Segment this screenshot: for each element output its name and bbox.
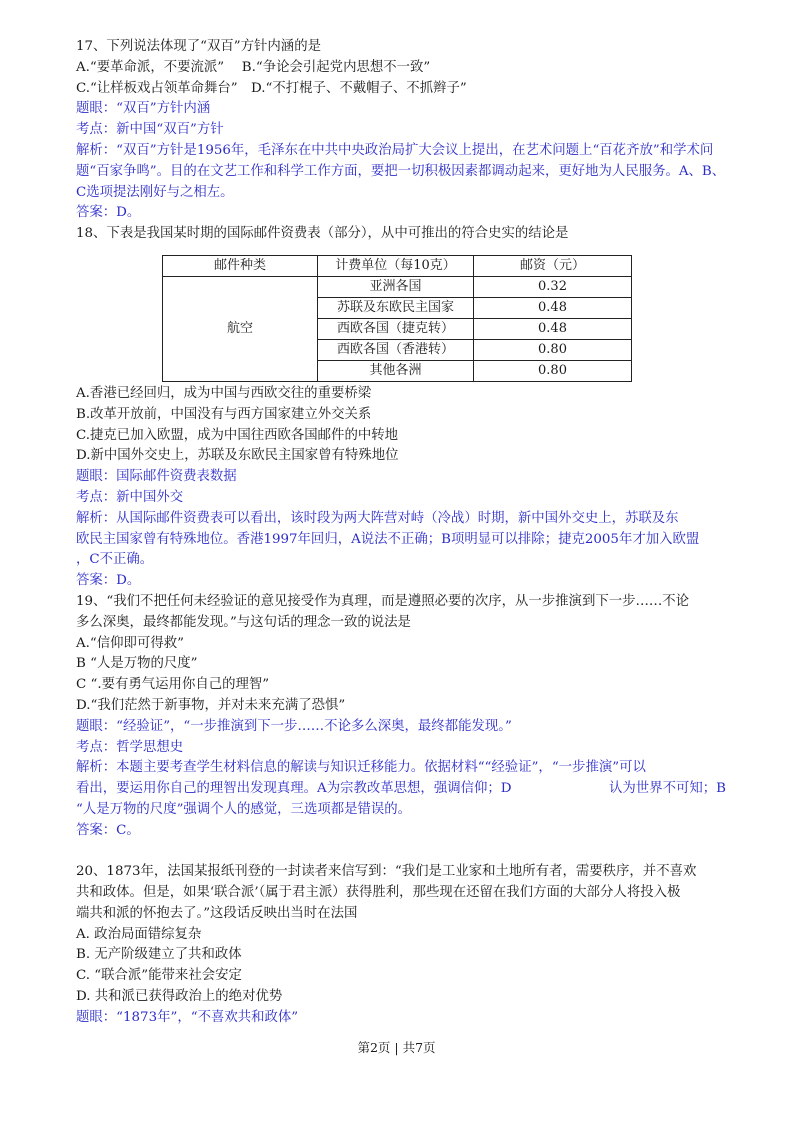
table-cell: 西欧各国（香港转）: [318, 339, 474, 360]
spacer: [76, 842, 726, 863]
q20-stem-line3: 端共和派的怀抱去了。”这段话反映出当时在法国: [76, 905, 358, 921]
table-header: 邮资（元）: [474, 255, 632, 276]
q18-option-c: C.捷克已加入欧盟，成为中国往西欧各国邮件的中转地: [76, 427, 399, 443]
q19-jiexi-line2b: 认为世界不可知；B: [609, 781, 726, 797]
q19-kaodian: 考点：哲学思想史: [76, 739, 184, 755]
q17-answer: 答案：D。: [76, 205, 141, 221]
q18-jiexi-line1: 解析：从国际邮件资费表可以看出，该时段为两大阵营对峙（冷战）时期，新中国外交史上，苏联及东: [76, 510, 679, 526]
question-20: [76, 862, 726, 1028]
q20-option-c: C. “联合派”能带来社会安定: [76, 968, 242, 984]
q19-option-c: C “.要有勇气运用你自己的理智”: [76, 677, 270, 693]
table-cell: 西欧各国（捷克转）: [318, 318, 474, 339]
q20-stem-line2: 共和政体。但是，如果‘联合派’（属于君主派）获得胜利，那些现在还留在我们方面的大部分人将投入极: [76, 885, 681, 901]
q17-options-line2: C.“让样板戏占领革命舞台” D.“不打棍子、不戴帽子、不抓辫子”: [76, 80, 467, 96]
q17-jiexi: 解析：“双百”方针是1956年，毛泽东在中共中央政治局扩大会议上提出，在艺术问题上“百花齐放”和学术问题“百家争鸣”。目的在文艺工作和科学工作方面，要把一切积极因素都调动起来，更好地为人民服务。A、B、C选项提法刚好与之相左。: [76, 142, 726, 200]
q19-tiyan: 题眼：“经验证”，“一步推演到下一步……不论多么深奥，最终都能发现。”: [76, 718, 512, 734]
table-header: 计费单位（每10克）: [318, 255, 474, 276]
table-cell: 亚洲各国: [318, 276, 474, 297]
q19-option-d: D.“我们茫然于新事物，并对未来充满了恐惧”: [76, 697, 346, 713]
q17-options-line1: A.“要革命派，不要流派” B.“争论会引起党内思想不一致”: [76, 59, 431, 75]
q19-option-a: A.“信仰即可得救”: [76, 635, 184, 651]
postage-table: [162, 255, 632, 382]
q17-tiyan: 题眼：“双百”方针内涵: [76, 101, 211, 117]
q18-option-a: A.香港已经回归，成为中国与西欧交往的重要桥梁: [76, 385, 372, 401]
table-cell: 0.32: [474, 276, 632, 297]
table-row: [163, 276, 632, 297]
q19-option-b: B “人是万物的尺度”: [76, 656, 198, 672]
table-cell: 0.48: [474, 297, 632, 318]
question-19: [76, 592, 726, 842]
q19-jiexi-line3: “人是万物的尺度”强调个人的感觉，三选项都是错误的。: [76, 801, 412, 817]
page-content: [76, 37, 726, 1029]
question-17: [76, 37, 726, 224]
question-18: [76, 224, 726, 592]
q20-stem-line1: 20、1873年，法国某报纸刊登的一封读者来信写到：“我们是工业家和土地所有者，需要秩序，并不喜欢: [76, 864, 697, 880]
q18-option-d: D.新中国外交史上，苏联及东欧民主国家曾有特殊地位: [76, 448, 399, 464]
q20-option-d: D. 共和派已获得政治上的绝对优势: [76, 989, 283, 1005]
q20-tiyan: 题眼：“1873年”，“不喜欢共和政体”: [76, 1009, 299, 1025]
q20-option-b: B. 无产阶级建立了共和政体: [76, 947, 242, 963]
q17-kaodian: 考点：新中国“双百”方针: [76, 122, 224, 138]
q18-stem: 18、下表是我国某时期的国际邮件资费表（部分），从中可推出的符合史实的结论是: [76, 226, 569, 242]
q17-stem: 17、下列说法体现了“双百”方针内涵的是: [76, 39, 321, 54]
q20-option-a: A. 政治局面错综复杂: [76, 926, 202, 942]
q18-jiexi-line2: 欧民主国家曾有特殊地位。香港1997年回归，A说法不正确；B项明显可以排除；捷克2005年才加入欧盟: [76, 531, 700, 547]
table-cell: 0.80: [474, 360, 632, 381]
q19-jiexi-line2a: 看出，要运用你自己的理智出发现真理。A为宗教改革思想，强调信仰；D: [76, 781, 512, 797]
q18-option-b: B.改革开放前，中国没有与西方国家建立外交关系: [76, 406, 372, 422]
q19-jiexi-line2: [76, 779, 726, 800]
q18-answer: 答案：D。: [76, 573, 141, 589]
table-cell: 其他各洲: [318, 360, 474, 381]
page-footer: 第2页 | 共7页: [357, 1040, 436, 1055]
q18-tiyan: 题眼：国际邮件资费表数据: [76, 469, 237, 485]
q19-stem-line2: 多么深奥，最终都能发现。”与这句话的理念一致的说法是: [76, 614, 411, 630]
table-header-row: [163, 255, 632, 276]
table-category: 航空: [163, 276, 318, 381]
table-header: 邮件种类: [163, 255, 318, 276]
q19-jiexi-line1: 解析：本题主要考查学生材料信息的解读与知识迁移能力。依据材料““经验证”，“一步推演”可以: [76, 760, 646, 776]
q18-jiexi-line3: ，C不正确。: [76, 552, 154, 568]
q19-stem-line1: 19、“我们不把任何未经验证的意见接受作为真理，而是遵照必要的次序，从一步推演到下一步……不论: [76, 593, 690, 609]
table-cell: 0.80: [474, 339, 632, 360]
q19-answer: 答案：C。: [76, 822, 140, 838]
table-cell: 0.48: [474, 318, 632, 339]
table-cell: 苏联及东欧民主国家: [318, 297, 474, 318]
q18-kaodian: 考点：新中国外交: [76, 489, 184, 505]
